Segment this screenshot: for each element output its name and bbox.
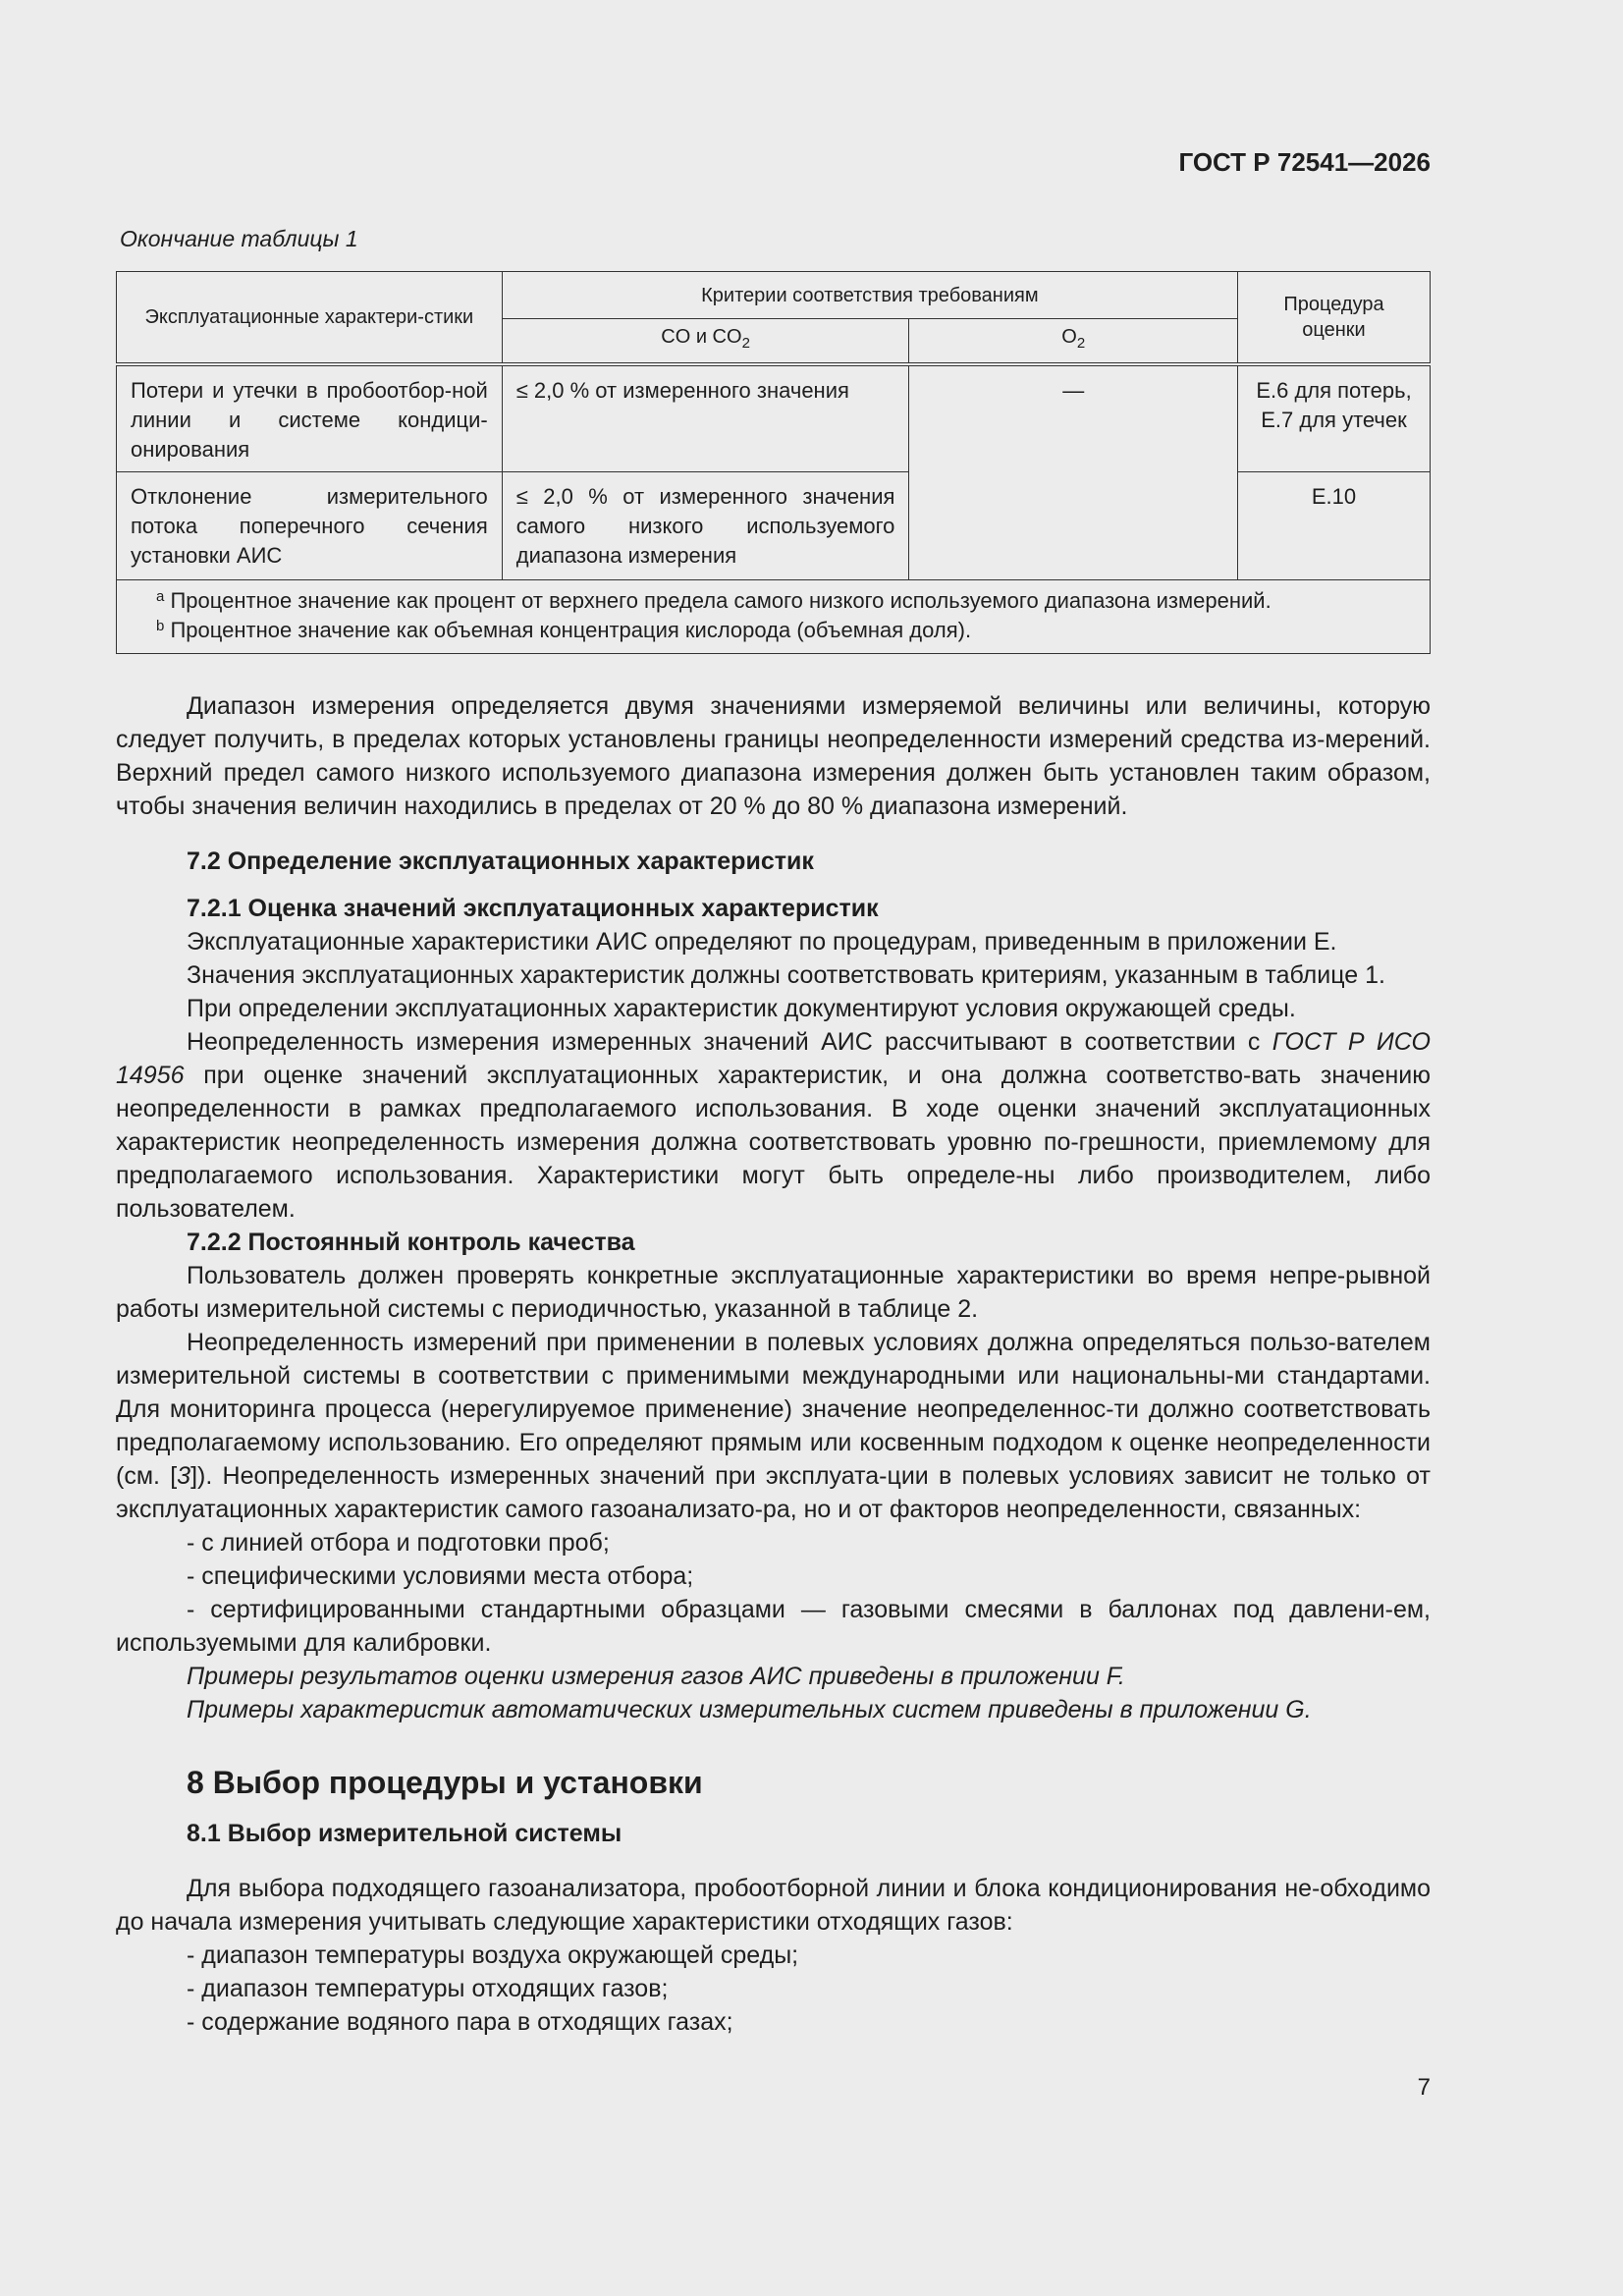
document-body bbox=[116, 689, 1431, 2039]
row1-o2-criteria bbox=[909, 364, 1238, 580]
header-o2 bbox=[909, 319, 1238, 364]
heading-8-1: 8.1 Выбор измерительной системы bbox=[187, 1820, 622, 1847]
header-o2-text: O bbox=[1061, 326, 1077, 349]
header-procedure-text: Процедура оценки bbox=[1283, 293, 1384, 341]
footnotes-cell bbox=[117, 580, 1431, 654]
list-item: - диапазон температуры отходящих газов; bbox=[187, 1975, 669, 2002]
paragraph-7-2-1-c: При определении эксплуатационных характеристик документируют условия окружающей среды. bbox=[187, 995, 1296, 1022]
header-characteristics-text: Эксплуатационные характери-стики bbox=[144, 305, 474, 328]
footnote-a-mark: a bbox=[156, 588, 165, 605]
paragraph-7-2-2-b-post: ]). Неопределенность измеренных значений при эксплуата-ции в полевых условиях зависит не только от эксплуатационных характеристик самого газоанализато-ра, но и от факторов неопределенности, связанных: bbox=[116, 1462, 1431, 1523]
header-characteristics bbox=[117, 272, 503, 364]
row1-procedure bbox=[1238, 364, 1431, 472]
list-item: - диапазон температуры воздуха окружающей среды; bbox=[187, 1941, 799, 1969]
heading-8: 8 Выбор процедуры и установки bbox=[187, 1765, 703, 1800]
paragraph-range: Диапазон измерения определяется двумя значениями измеряемой величины или величины, которую следует получить, в пределах которых установлены границы неопределенности измерений средства из-мерений. Верхний предел самого низкого используемого диапазона измерения должен быть установлен таким образом, чтобы значения величин находились в пределах от 20 % до 80 % диапазона измерений. bbox=[116, 692, 1431, 820]
header-procedure bbox=[1238, 272, 1431, 364]
row1-characteristic bbox=[117, 364, 503, 472]
row2-procedure-text: E.10 bbox=[1311, 484, 1357, 509]
header-co-text: CO и CO bbox=[661, 326, 742, 349]
row1-co-criteria bbox=[502, 364, 909, 472]
list-item: - содержание водяного пара в отходящих газах; bbox=[187, 2008, 733, 2036]
footnote-a-text: Процентное значение как процент от верхнего предела самого низкого используемого диапазона измерений. bbox=[170, 588, 1271, 613]
paragraph-7-2-2-b-pre: Неопределенность измерений при применении в полевых условиях должна определяться пользо-вателем измерительной системы в соответствии с применимыми международными или национальны-ми стандартами. Для мониторинга процесса (нерегулируемое применение) значение неопределеннос-ти должно соответствовать предполагаемому использованию. Его определяют прямым или косвенным подходом к оценке неопределенности (см. [ bbox=[116, 1329, 1431, 1490]
header-co-co2 bbox=[502, 319, 909, 364]
table-caption: Окончание таблицы 1 bbox=[120, 226, 358, 251]
row2-co-text: ≤ 2,0 % от измеренного значения самого низкого используемого диапазона измерения bbox=[515, 484, 895, 568]
document-header: ГОСТ Р 72541—2026 bbox=[1178, 147, 1431, 177]
row1-characteristic-text: Потери и утечки в пробоотбор-ной линии и системе кондици-онирования bbox=[131, 377, 488, 462]
criteria-table bbox=[116, 271, 1431, 654]
list-item: - с линией отбора и подготовки проб; bbox=[187, 1529, 610, 1557]
row2-co-criteria bbox=[502, 472, 909, 580]
standard-reference: ГОСТ Р ИСО 14956 bbox=[116, 1028, 1431, 1089]
paragraph-7-2-1-b: Значения эксплуатационных характеристик должны соответствовать критериям, указанным в таблице 1. bbox=[187, 961, 1385, 989]
paragraph-7-2-1-a: Эксплуатационные характеристики АИС определяют по процедурам, приведенным в приложении Е. bbox=[187, 928, 1337, 956]
footnote-b bbox=[156, 616, 1416, 645]
heading-7-2-2: 7.2.2 Постоянный контроль качества bbox=[187, 1229, 635, 1256]
paragraph-7-2-2-b bbox=[116, 1326, 1431, 1526]
footnote-b-mark: b bbox=[156, 618, 165, 634]
note-annex-f: Примеры результатов оценки измерения газов АИС приведены в приложении F. bbox=[187, 1663, 1125, 1690]
paragraph-8-1: Для выбора подходящего газоанализатора, пробоотборной линии и блока кондиционирования не-обходимо до начала измерения учитывать следующие характеристики отходящих газов: bbox=[116, 1875, 1431, 1936]
page-number: 7 bbox=[1417, 2074, 1431, 2101]
row1-procedure-text: E.6 для потерь, E.7 для утечек bbox=[1256, 377, 1412, 432]
heading-7-2: 7.2 Определение эксплуатационных характеристик bbox=[187, 847, 814, 875]
footnote-a bbox=[156, 586, 1416, 616]
list-item: - сертифицированными стандартными образцами — газовыми смесями в баллонах под давлени-ем, используемыми для калибровки. bbox=[116, 1596, 1431, 1657]
bibliography-reference: 3 bbox=[177, 1462, 191, 1490]
list-item: - специфическими условиями места отбора; bbox=[187, 1562, 694, 1590]
row2-procedure bbox=[1238, 472, 1431, 580]
row2-characteristic bbox=[117, 472, 503, 580]
header-criteria: Критерии соответствия требованиям bbox=[502, 272, 1237, 319]
note-annex-g: Примеры характеристик автоматических измерительных систем приведены в приложении G. bbox=[187, 1696, 1312, 1723]
paragraph-7-2-1-d-post: при оценке значений эксплуатационных характеристик, и она должна соответство-вать значению неопределенности в рамках предполагаемого использования. В ходе оценки значений эксплуатационных характеристик неопределенность измерения должна соответствовать уровню по-грешности, приемлемому для предполагаемого использования. Характеристики могут быть определе-ны либо производителем, либо пользователем. bbox=[116, 1062, 1431, 1223]
row2-characteristic-text: Отклонение измерительного потока поперечного сечения установки АИС bbox=[131, 484, 488, 568]
heading-7-2-1: 7.2.1 Оценка значений эксплуатационных характеристик bbox=[187, 895, 879, 922]
row1-co-text: ≤ 2,0 % от измеренного значения bbox=[515, 377, 849, 403]
paragraph-7-2-1-d-pre: Неопределенность измерения измеренных значений АИС рассчитывают в соответствии с bbox=[187, 1028, 1261, 1056]
header-co-sub: 2 bbox=[741, 335, 750, 353]
table-footnotes bbox=[117, 580, 1431, 654]
header-o2-sub: 2 bbox=[1076, 335, 1086, 353]
paragraph-7-2-2-a: Пользователь должен проверять конкретные эксплуатационные характеристики во время непре-рывной работы измерительной системы с периодичностью, указанной в таблице 2. bbox=[116, 1262, 1431, 1323]
row1-o2-text: — bbox=[1062, 377, 1085, 403]
paragraph-7-2-1-d bbox=[116, 1025, 1431, 1226]
table-row bbox=[117, 364, 1431, 472]
footnote-b-text: Процентное значение как объемная концентрация кислорода (объемная доля). bbox=[170, 618, 972, 642]
